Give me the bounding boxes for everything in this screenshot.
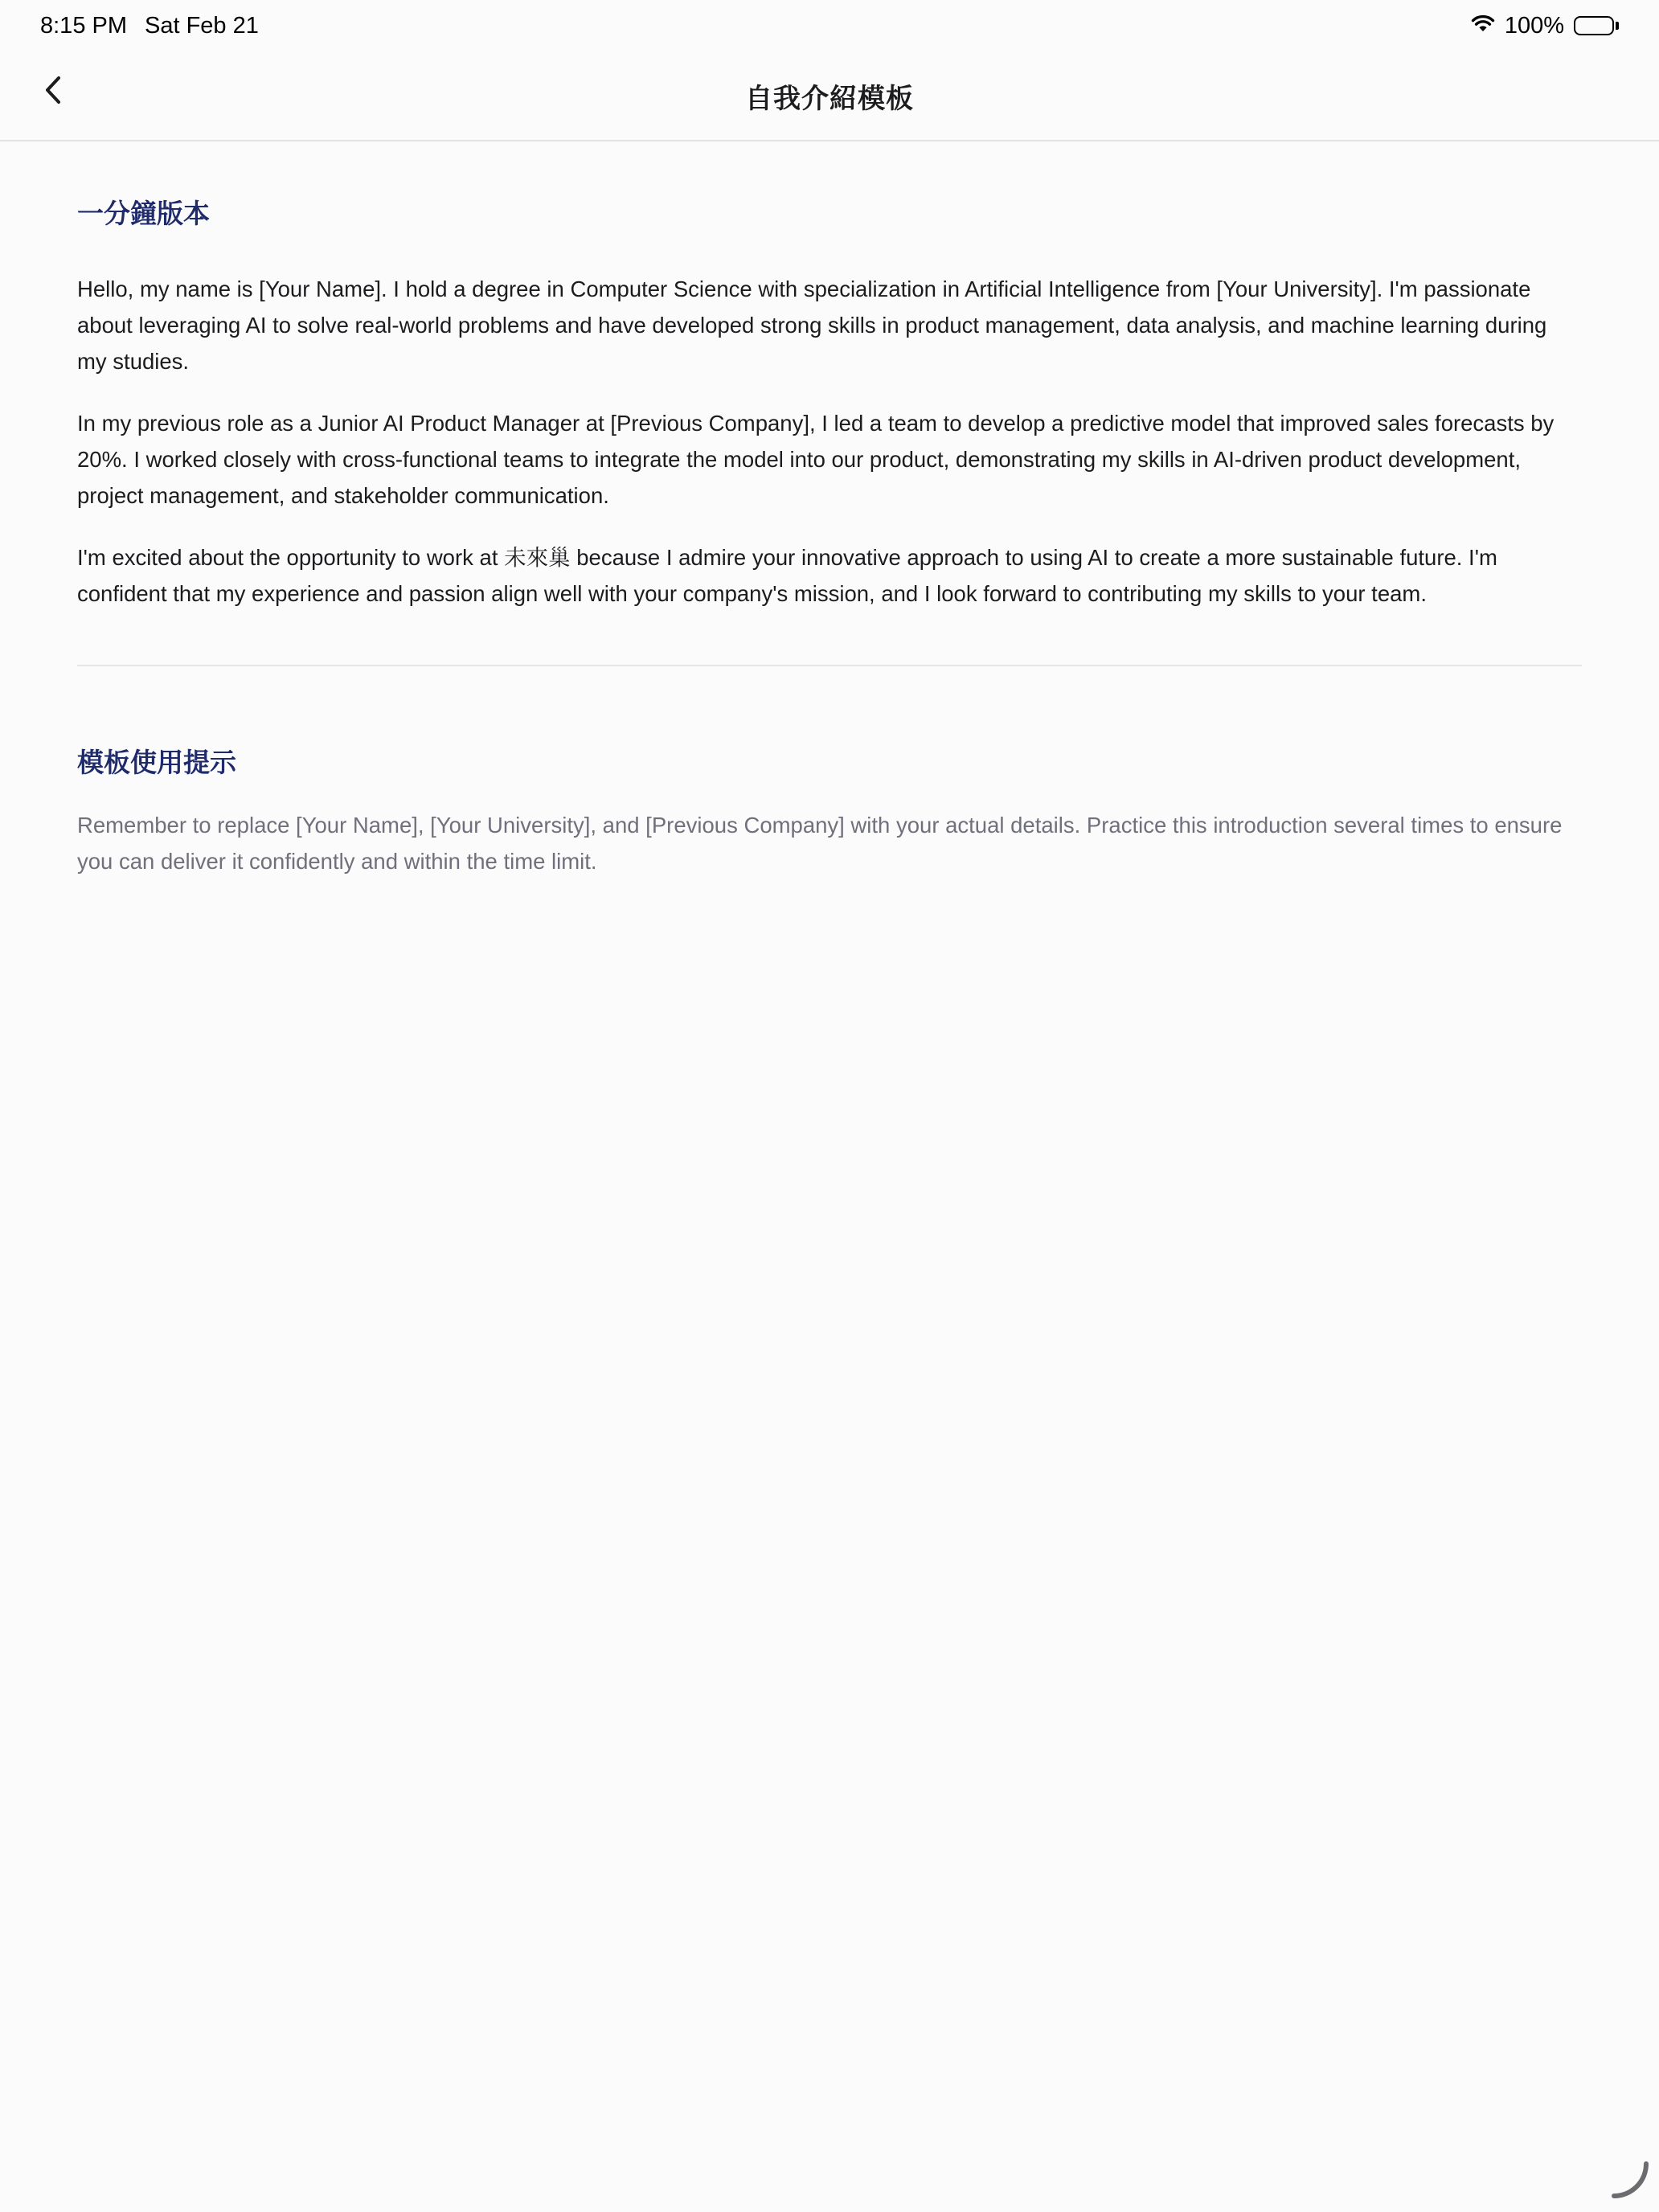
scroll-indicator-icon [1604,2157,1653,2206]
section-heading-one-minute: 一分鐘版本 [77,199,210,228]
status-right [1471,13,1619,39]
tips-text: Remember to replace [Your Name], [Your University], and [Previous Company] with your actual details. Practice this introduction several times to ensure you can deliver it confidently and within the time limit. [77,813,1563,874]
section-divider [77,665,1582,666]
section-heading-tips: 模板使用提示 [77,748,236,777]
navigation-bar [0,51,1659,141]
intro-paragraph-2: In my previous role as a Junior AI Product Manager at [Previous Company], I led a team to develop a predictive model that improved sales forecasts by 20%. I worked closely with cross-functional teams to integrate the model into our product, demonstrating my skills in AI-driven product development, project management, and stakeholder communication. [77,411,1555,508]
intro-paragraph-1: Hello, my name is [Your Name]. I hold a degree in Computer Science with specialization in Artificial Intelligence from [Your University]. I'm passionate about leveraging AI to solve real-world problems and have developed strong skills in product management, data analysis, and machine learning during my studies. [77,276,1547,374]
status-time: 8:15 PM [40,12,127,39]
content-area [77,141,1582,879]
wifi-icon [1471,13,1495,39]
status-left [40,13,259,39]
page-title: 自我介紹模板 [745,83,914,114]
battery-icon [1574,16,1619,35]
intro-paragraph-3: I'm excited about the opportunity to work at 未來巢 because I admire your innovative approach to using AI to create a more sustainable future. I'm confident that my experience and passion align well with your company's mission, and I look forward to contributing my skills to your team. [77,545,1497,606]
status-date: Sat Feb 21 [145,12,259,39]
battery-percent: 100% [1504,12,1564,39]
status-bar [0,0,1659,51]
